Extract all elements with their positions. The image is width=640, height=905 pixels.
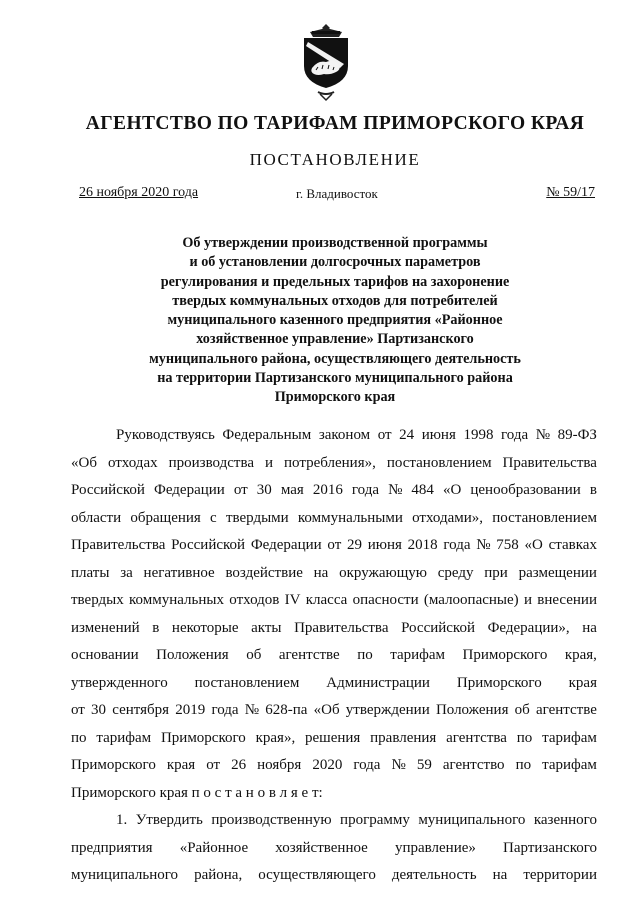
body-word: тарифам (542, 757, 597, 773)
body-word: Руководствуясь (116, 427, 215, 443)
body-word: на (582, 619, 597, 636)
coat-of-arms-icon (300, 22, 352, 102)
body-word: мая (280, 482, 304, 498)
body-word: решения (305, 729, 361, 746)
body-word: Приморского (456, 674, 542, 691)
body-word: года (501, 427, 529, 443)
title-line: хозяйственное управление» Партизанского (196, 331, 474, 348)
body-word: 29 (346, 537, 362, 553)
title-line: муниципального района, осуществляющего деятельность (149, 350, 521, 367)
body-line (71, 477, 597, 505)
body-word: отходов (229, 592, 280, 608)
body-word: основании (71, 647, 139, 663)
body-word: Федерации (153, 482, 225, 498)
body-word: ноября (257, 757, 302, 773)
body-word: года (351, 482, 380, 498)
body-line (71, 697, 597, 725)
body-word: агентство (442, 757, 505, 773)
body-word: июня (421, 427, 456, 443)
body-word: края», (255, 729, 296, 746)
body-word: ценообразовании (470, 482, 581, 498)
body-word: Российской (171, 537, 246, 553)
body-word: края (166, 757, 196, 773)
body-word: деятельность (391, 867, 477, 883)
body-word: постановлением (386, 454, 492, 471)
body-word: № (388, 482, 403, 498)
document-number: № 59/17 (546, 185, 595, 200)
body-line (71, 450, 597, 478)
body-word: 758 (496, 537, 519, 553)
body-word: 26 (231, 757, 247, 773)
body-word: программу (340, 812, 410, 828)
body-word: № (244, 702, 260, 718)
body-word: года (353, 757, 381, 773)
body-word: Администрации (326, 674, 430, 691)
body-line (71, 835, 597, 863)
body-line (71, 862, 597, 890)
body-word: «Об (71, 454, 97, 471)
body-word: изменений (71, 619, 140, 636)
body-word: края, (564, 647, 597, 663)
body-word: тарифам (542, 729, 597, 746)
body-word: негативное (143, 564, 215, 581)
body-word: обращения (130, 509, 201, 526)
title-line: на территории Партизанского муниципального района (157, 370, 513, 387)
body-word: Утвердить (135, 812, 203, 828)
body-word: Правительства (294, 619, 389, 636)
body-word: размещении (518, 564, 597, 581)
title-line: и об установлении долгосрочных параметров (189, 254, 481, 271)
body-word: об (514, 702, 530, 718)
body-word: от (377, 427, 392, 443)
body-word: 89-ФЗ (557, 427, 597, 443)
body-word: по (516, 729, 533, 746)
body-word: предприятия (71, 839, 153, 856)
body-word: района, (194, 867, 243, 883)
body-word: № (476, 537, 491, 553)
body-line (71, 752, 597, 780)
body-line (71, 670, 597, 698)
body-word: при (484, 564, 508, 581)
body-word: «Об (313, 702, 340, 718)
body-word: казенного (533, 812, 597, 828)
body-word: Федерации (250, 537, 322, 553)
body-word: Правительства (71, 537, 166, 553)
body-word: IV (284, 592, 301, 608)
title-line: Приморского края (274, 389, 396, 406)
body-word: по (515, 757, 532, 773)
body-word: постановлением (492, 509, 597, 526)
body-word: класса (305, 592, 348, 608)
body-word: производственную (211, 812, 332, 828)
body-word: 2019 (175, 702, 206, 718)
body-word: 1998 (463, 427, 494, 443)
body-word: 2018 (407, 537, 438, 553)
body-word: твердыми (225, 509, 289, 526)
body-word: производства (168, 454, 255, 471)
body-word: опасности (352, 592, 419, 608)
body-line (71, 615, 597, 643)
title-line: регулирования и предельных тарифов на захоронение (160, 273, 510, 290)
body-word: постановлением (194, 674, 300, 691)
body-word: «О (524, 537, 543, 553)
body-word: на (492, 867, 508, 883)
body-word: некоторые (171, 619, 239, 636)
body-word: агентстве (278, 647, 340, 663)
body-word: Партизанского (503, 839, 597, 856)
body-word: Российской (71, 482, 145, 498)
body-word: коммунальных (129, 592, 224, 608)
body-word: воздействие (225, 564, 303, 581)
body-word: потребления», (284, 454, 376, 471)
body-word: 30 (91, 702, 107, 718)
body-word: сентября (112, 702, 170, 718)
body-word: утверждении (345, 702, 430, 718)
body-line (71, 532, 597, 560)
document-body (71, 422, 597, 890)
body-word: с (210, 509, 217, 526)
body-word: тарифам (96, 729, 152, 746)
body-line (71, 780, 597, 808)
body-word: от (206, 757, 221, 773)
body-word: 30 (256, 482, 272, 498)
body-word: от (327, 537, 342, 553)
body-word: коммунальными (297, 509, 403, 526)
body-word: окружающую (339, 564, 427, 581)
body-word: агентстве (535, 702, 597, 718)
body-word: (малоопасные) (423, 592, 519, 608)
body-word: законом (318, 427, 371, 443)
title-line: муниципального казенного предприятия «Районное (167, 312, 503, 329)
body-word: года (443, 537, 471, 553)
body-word: по (357, 647, 373, 663)
body-word: края (568, 674, 597, 691)
document-city: г. Владивосток (296, 186, 378, 201)
body-word: 628-па (265, 702, 308, 718)
body-word: муниципального (71, 867, 179, 883)
document-date: 26 ноября 2020 года (79, 185, 199, 200)
body-word: в (152, 619, 160, 636)
body-word: муниципального (418, 812, 526, 828)
body-word: платы (71, 564, 110, 581)
body-word: «О (442, 482, 462, 498)
body-word: 484 (411, 482, 434, 498)
body-word: 24 (399, 427, 415, 443)
body-word: тарифам (390, 647, 446, 663)
body-word: в (589, 482, 597, 498)
body-word: утвержденного (71, 674, 168, 691)
body-word: от (233, 482, 248, 498)
body-word: твердых (71, 592, 124, 608)
body-word: Федерации», (487, 619, 570, 636)
body-word: Приморского края п о с т а н о в л я е т: (71, 784, 323, 801)
body-word: Положения (435, 702, 509, 718)
document-title (120, 234, 550, 408)
body-line (71, 642, 597, 670)
body-line (71, 807, 597, 835)
body-word: отходами», (412, 509, 484, 526)
body-line (71, 560, 597, 588)
agency-name: АГЕНТСТВО ПО ТАРИФАМ ПРИМОРСКОГО КРАЯ (85, 113, 585, 134)
body-word: территории (523, 867, 597, 883)
body-word: и (265, 454, 274, 471)
body-word: хозяйственное (275, 839, 368, 856)
body-word: 2020 (312, 757, 343, 773)
body-line (71, 587, 597, 615)
title-line: твердых коммунальных отходов для потребителей (172, 292, 498, 309)
body-word: Приморского (160, 729, 246, 746)
body-word: Правительства (502, 454, 597, 471)
body-word: акты (251, 619, 282, 636)
body-word: управление» (394, 839, 476, 856)
body-line (71, 725, 597, 753)
body-word: области (71, 509, 122, 526)
body-word: внесении (537, 592, 597, 608)
body-word: отходах (107, 454, 158, 471)
body-word: на (313, 564, 329, 581)
body-word: 59 (416, 757, 432, 773)
body-word: правления (370, 729, 437, 746)
body-word: «Районное (179, 839, 249, 856)
body-word: 2016 (312, 482, 343, 498)
document-type: ПОСТАНОВЛЕНИЕ (249, 150, 421, 169)
title-line: Об утверждении производственной программы (182, 235, 488, 251)
body-word: Положения (156, 647, 229, 663)
body-line (71, 505, 597, 533)
body-word: июня (367, 537, 402, 553)
body-word: от (71, 702, 85, 718)
body-word: по (71, 729, 87, 746)
body-word: № (391, 757, 406, 773)
body-line (71, 422, 597, 450)
body-word: осуществляющего (258, 867, 376, 883)
body-word: Федеральным (222, 427, 312, 443)
body-word: об (246, 647, 262, 663)
body-word: ставках (548, 537, 597, 553)
body-word: Российской (401, 619, 475, 636)
body-word: № (535, 427, 551, 443)
body-word: Приморского (71, 757, 156, 773)
body-word: агентства (446, 729, 507, 746)
body-word: среду (437, 564, 474, 581)
body-word: и (523, 592, 532, 608)
body-word: Приморского (462, 647, 548, 663)
body-word: за (120, 564, 133, 581)
body-word: 1. (116, 812, 128, 828)
body-word: года (211, 702, 239, 718)
